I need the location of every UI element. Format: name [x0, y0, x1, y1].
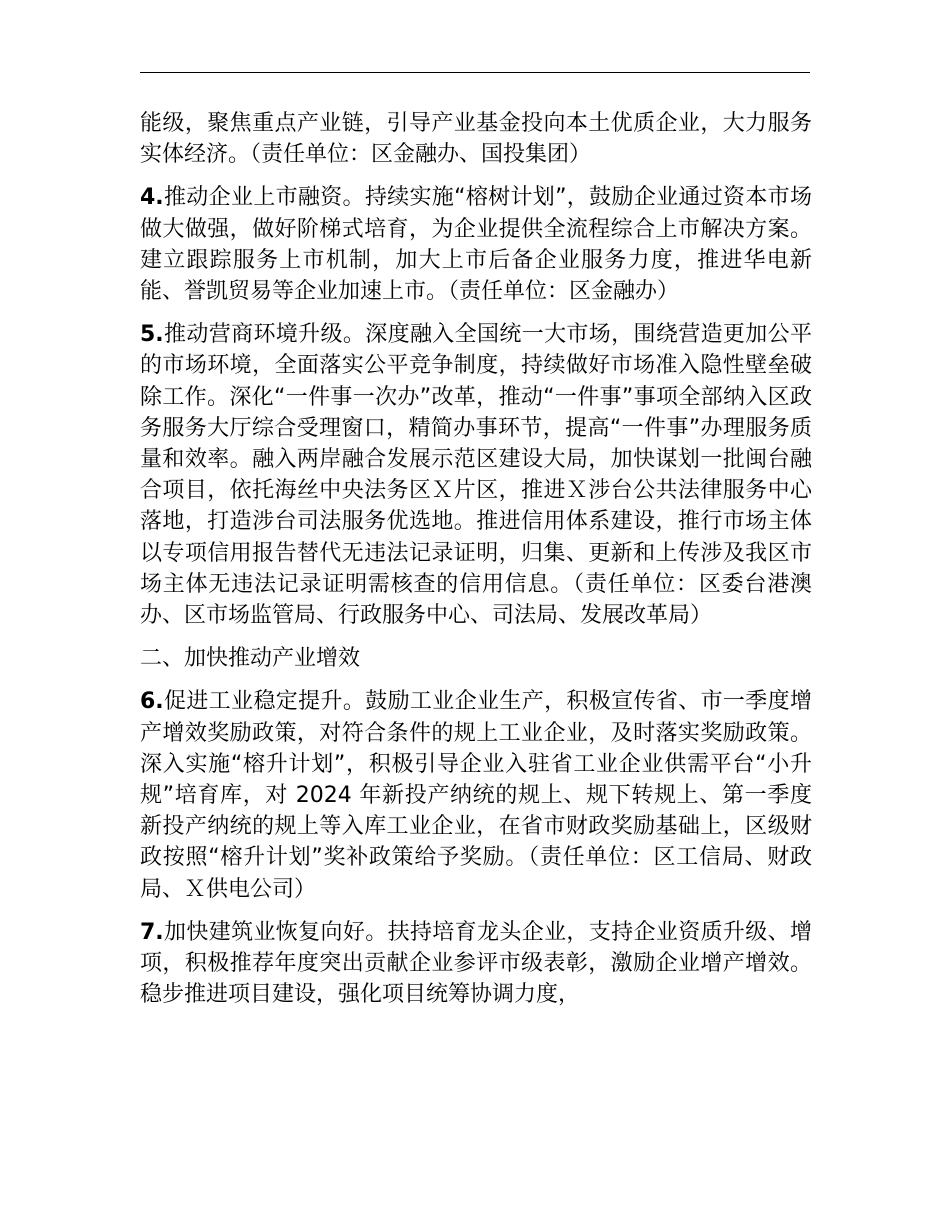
paragraph-item-7: [140, 917, 812, 1011]
item-number: 6.: [140, 689, 164, 715]
heading-text: 二、加快推动产业增效: [140, 646, 361, 672]
item-number: 7.: [140, 919, 164, 945]
paragraph-text: 加快建筑业恢复向好。扶持培育龙头企业，支持企业资质升级、增项，积极推荐年度突出贡献企业参评市级表彰，激励企业增产增效。稳步推进项目建设，强化项目统筹协调力度，: [140, 919, 812, 1008]
item-number: 4.: [140, 185, 164, 211]
paragraph-text: 促进工业稳定提升。鼓励工业企业生产，积极宣传省、市一季度增产增效奖励政策，对符合条件的规上工业企业，及时落实奖励政策。深入实施“榕升计划”，积极引导企业入驻省工业企业供需平台“小升规”培育库，对 2024 年新投产纳统的规上、规下转规上、第一季度新投产纳统的规上等入库工业企业，在省市财政奖励基础上，区级财政按照“榕升计划”奖补政策给予奖励。（责任单位：区工信局、财政局、Ｘ供电公司）: [140, 689, 812, 902]
paragraph-text: 推动企业上市融资。持续实施“榕树计划”，鼓励企业通过资本市场做大做强，做好阶梯式培育，为企业提供全流程综合上市解决方案。建立跟踪服务上市机制，加大上市后备企业服务力度，推进华电新能、誉凯贸易等企业加速上市。（责任单位：区金融办）: [140, 185, 812, 305]
paragraph-text: 能级，聚焦重点产业链，引导产业基金投向本土优质企业，大力服务实体经济。（责任单位：区金融办、国投集团）: [140, 111, 812, 168]
header-rule: [140, 72, 810, 73]
paragraph-text: 推动营商环境升级。深度融入全国统一大市场，围绕营造更加公平的市场环境，全面落实公平竞争制度，持续做好市场准入隐性壁垒破除工作。深化“一件事一次办”改革，推动“一件事”事项全部纳入区政务服务大厅综合受理窗口，精简办事环节，提高“一件事”办理服务质量和效率。融入两岸融合发展示范区建设大局，加快谋划一批闽台融合项目，依托海丝中央法务区Ｘ片区，推进Ｘ涉台公共法律服务中心落地，打造涉台司法服务优选地。推进信用体系建设，推行市场主体以专项信用报告替代无违法记录证明，归集、更新和上传涉及我区市场主体无违法记录证明需核查的信用信息。（责任单位：区委台港澳办、区市场监管局、行政服务中心、司法局、发展改革局）: [140, 322, 812, 629]
paragraph-continuation: [140, 108, 812, 170]
paragraph-item-6: [140, 686, 812, 904]
document-body: [140, 108, 812, 1022]
paragraph-item-4: [140, 182, 812, 307]
item-number: 5.: [140, 322, 164, 348]
section-heading: [140, 643, 812, 674]
paragraph-item-5: [140, 319, 812, 631]
